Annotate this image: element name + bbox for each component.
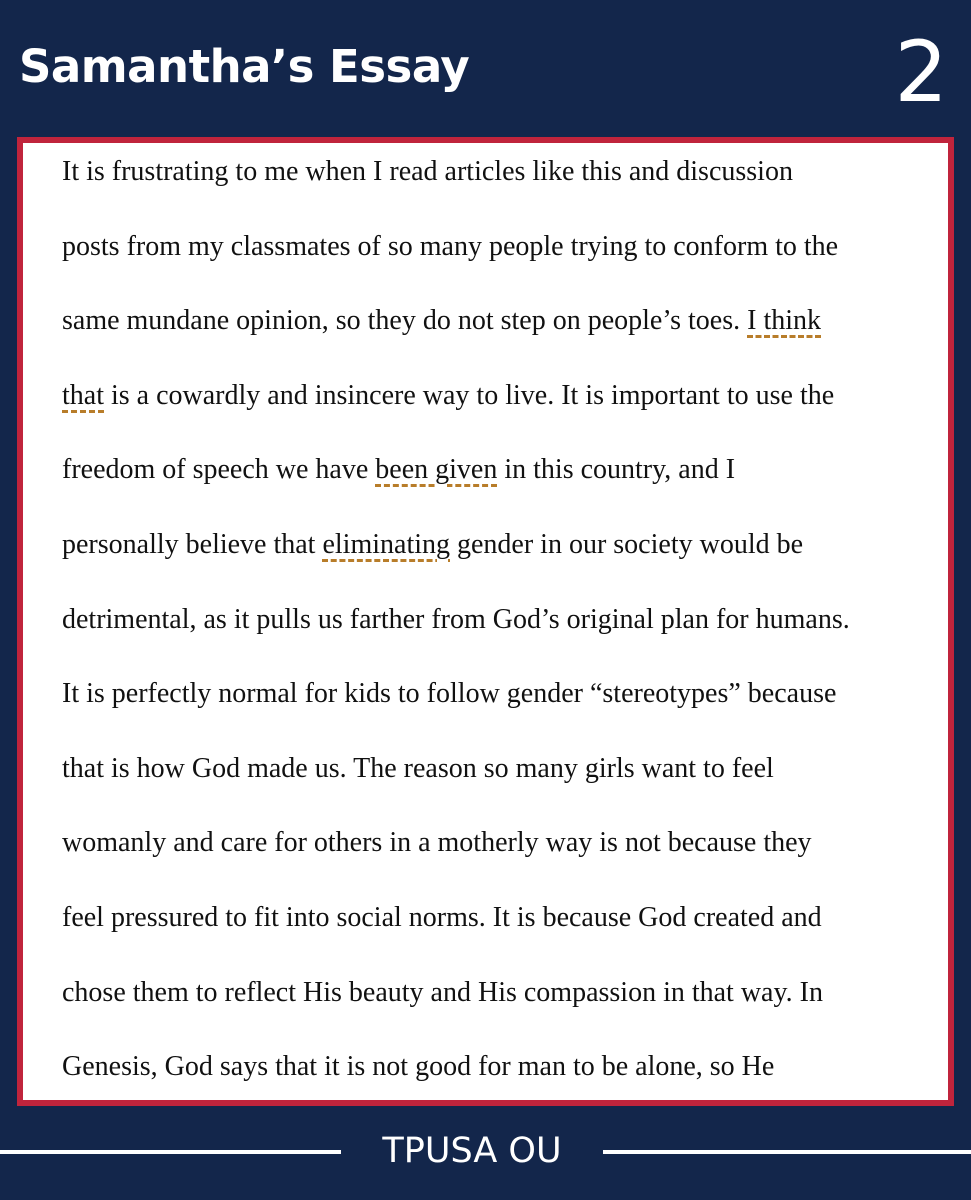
essay-line-6-text-end: gender in our society would be — [450, 529, 804, 560]
grammar-flag-eliminating[interactable]: eliminating — [322, 529, 450, 560]
essay-line-5-text-start: freedom of speech we have — [62, 454, 376, 486]
footer-label: TPUSA OU — [382, 1131, 562, 1171]
grammar-flag-been-given[interactable]: been given — [375, 454, 498, 486]
essay-line-3-text: same mundane opinion, so they do not step on people’s toes. — [62, 305, 748, 337]
footer — [0, 1126, 971, 1176]
essay-line-5-text-end: in this country, and I — [497, 454, 736, 486]
essay-line-4-text: is a cowardly and insincere way to live. It is important to use the — [104, 379, 835, 411]
essay-line-7: detrimental, as it pulls us farther from God’s original plan for humans. — [62, 603, 850, 635]
essay-line-4 — [62, 379, 834, 413]
essay-line-5 — [62, 453, 735, 487]
essay-line-6 — [62, 528, 803, 562]
footer-rule-right — [603, 1150, 971, 1154]
essay-line-10: womanly and care for others in a motherly way is not because they — [62, 827, 812, 859]
essay-line-13: Genesis, God says that it is not good for man to be alone, so He — [62, 1051, 775, 1083]
footer-rule-left — [0, 1150, 341, 1154]
essay-line-2: posts from my classmates of so many people trying to conform to the — [62, 230, 839, 262]
essay-line-6-text-start: personally believe that — [62, 529, 323, 560]
page-number: 2 — [894, 23, 948, 121]
essay-line-8: It is perfectly normal for kids to follow gender “stereotypes” because — [62, 678, 837, 710]
essay-document-frame — [17, 137, 954, 1106]
essay-line-9: that is how God made us. The reason so many girls want to feel — [62, 752, 774, 784]
essay-line-11: feel pressured to fit into social norms. It is because God created and — [62, 902, 822, 933]
grammar-flag-that[interactable]: that — [62, 379, 104, 411]
essay-line-3 — [62, 304, 821, 338]
essay-line-1: It is frustrating to me when I read articles like this and discussion — [62, 156, 793, 187]
essay-line-12: chose them to reflect His beauty and His compassion in that way. In — [62, 976, 823, 1008]
grammar-flag-i-think[interactable]: I think — [747, 305, 822, 337]
essay-title: Samantha’s Essay — [19, 40, 470, 93]
